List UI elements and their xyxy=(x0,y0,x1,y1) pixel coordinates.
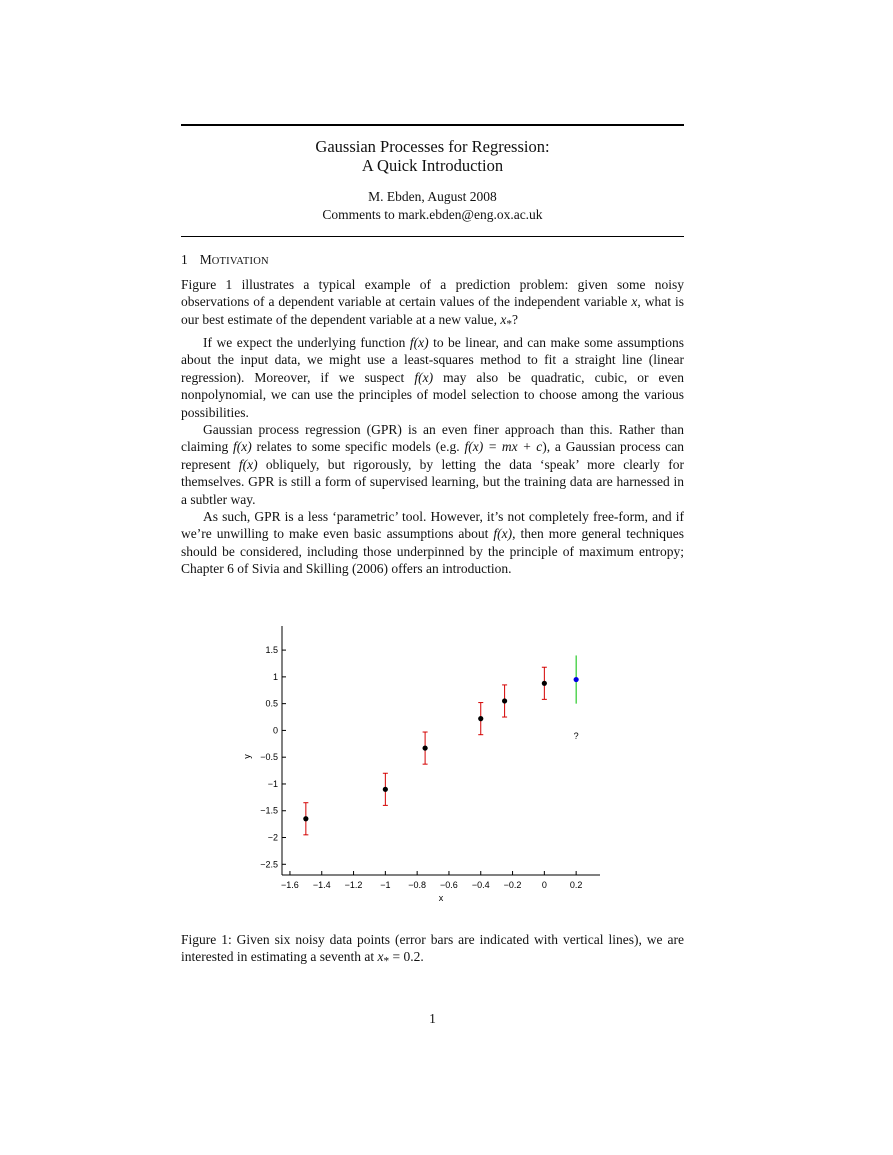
author-line: M. Ebden, August 2008 xyxy=(368,189,497,204)
p3-text-c: ), a Gaussian process can represent xyxy=(181,439,684,472)
y-tick-label: 0 xyxy=(272,725,278,736)
p3-math-3: f(x) xyxy=(238,456,258,472)
caption-math-x: x xyxy=(377,949,384,965)
scatter-errorbar-chart xyxy=(240,620,620,910)
y-tick-label: −1 xyxy=(267,778,278,789)
caption-math-sub: * xyxy=(383,956,390,969)
predicted-point xyxy=(574,677,579,682)
p1-text-b: , what is our best estimate of the dependent variable at a new value, xyxy=(181,294,684,327)
x-tick-label: −1.4 xyxy=(312,880,331,890)
p2-text-c: may also be quadratic, cubic, or even nonpolynomial, we can use the principles of model selection to choose among the various possibilities. xyxy=(181,369,685,420)
page-number: 1 xyxy=(429,1011,436,1026)
paper-title xyxy=(181,137,684,175)
p4-text-a: As such, GPR is a less ‘parametric’ tool. However, it’s not completely free-form, and if we’re unwilling to make even basic assumptions about xyxy=(181,508,684,542)
data-point xyxy=(542,681,547,686)
x-tick-label: 0 xyxy=(541,880,547,890)
data-point xyxy=(478,716,483,721)
p3-text-d: obliquely, but rigorously, by letting the data ‘speak’ more clearly for themselves. GPR is still a form of supervised learning, but the training data are harnessed in a subtler way. xyxy=(181,456,684,507)
x-axis-label: x xyxy=(438,893,444,903)
paragraph-3 xyxy=(181,421,684,508)
p2-math-1: f(x) xyxy=(409,334,429,350)
x-tick-label: −0.6 xyxy=(440,880,458,890)
p2-text-b: to be linear, and can make some assumptions about the input data, we might use a least-squares method to fit a straight line (linear regression). Moreover, if we suspect xyxy=(181,334,684,385)
figure-caption xyxy=(181,931,684,972)
x-tick-label: −0.8 xyxy=(408,880,427,890)
p3-math-1: f(x) xyxy=(233,439,252,455)
p1-text-a: Figure 1 illustrates a typical example of a prediction problem: given some noisy observations of a dependent variable at certain values of the independent variable xyxy=(181,277,684,310)
data-point xyxy=(383,787,388,792)
caption-text-a: Figure 1: Given six noisy data points (error bars are indicated with vertical lines), we are interested in estimating a seventh at xyxy=(181,932,684,965)
section-title-rest: OTIVATION xyxy=(211,256,269,267)
p4-math-1: f(x) xyxy=(493,526,513,542)
paragraph-4 xyxy=(181,508,684,578)
body-text xyxy=(181,276,684,578)
title-line-1: Gaussian Processes for Regression: xyxy=(315,137,550,156)
x-tick-label: −0.2 xyxy=(503,880,522,890)
y-tick-label: 1.5 xyxy=(265,645,278,656)
section-title-initial: M xyxy=(199,252,212,267)
y-tick-label: −2 xyxy=(267,832,278,843)
author-block xyxy=(181,188,684,224)
p1-math-2-sub: * xyxy=(506,318,512,331)
x-tick-label: −1.6 xyxy=(281,880,299,890)
p2-math-2: f(x) xyxy=(414,369,434,385)
y-tick-label: 1 xyxy=(272,671,278,682)
title-line-2: A Quick Introduction xyxy=(361,156,504,175)
p4-text-b: , then more general techniques should be considered, including those underpinned by the principle of maximum entropy; Chapter 6 of Sivia and Skilling (2006) offers an introduction. xyxy=(181,526,684,577)
p3-math-2: f(x) = mx + c xyxy=(464,439,543,455)
paragraph-2 xyxy=(181,334,684,421)
y-tick-label: −2.5 xyxy=(260,859,278,870)
y-tick-label: 0.5 xyxy=(265,698,278,709)
p3-text-b: relates to some specific models (e.g. xyxy=(251,439,465,455)
data-point xyxy=(502,698,507,703)
data-point xyxy=(423,745,428,750)
y-tick-label: −1.5 xyxy=(260,805,278,816)
y-axis-label: y xyxy=(242,754,252,759)
unknown-value-annotation: ? xyxy=(573,730,579,741)
section-number: 1 xyxy=(181,252,188,267)
caption-text-b: . xyxy=(420,949,424,965)
bottom-rule xyxy=(181,236,684,237)
top-rule xyxy=(181,124,684,126)
p1-math-1: x xyxy=(631,294,638,310)
p2-text-a: If we expect the underlying function xyxy=(203,334,410,350)
x-tick-label: −1 xyxy=(380,880,391,890)
comments-line: Comments to mark.ebden@eng.ox.ac.uk xyxy=(322,207,543,222)
section-heading xyxy=(181,252,269,268)
y-tick-label: −0.5 xyxy=(260,752,278,763)
p1-text-c: ? xyxy=(512,311,518,327)
x-tick-label: −0.4 xyxy=(471,880,490,890)
data-point xyxy=(303,816,308,821)
figure-1 xyxy=(240,620,620,910)
p3-text-a: Gaussian process regression (GPR) is an even finer approach than this. Rather than claiming xyxy=(181,421,684,455)
paragraph-1 xyxy=(181,276,684,334)
caption-math-value: = 0.2 xyxy=(389,949,421,965)
x-tick-label: 0.2 xyxy=(569,880,583,890)
x-tick-label: −1.2 xyxy=(344,880,363,890)
p1-math-2: x xyxy=(500,311,507,327)
